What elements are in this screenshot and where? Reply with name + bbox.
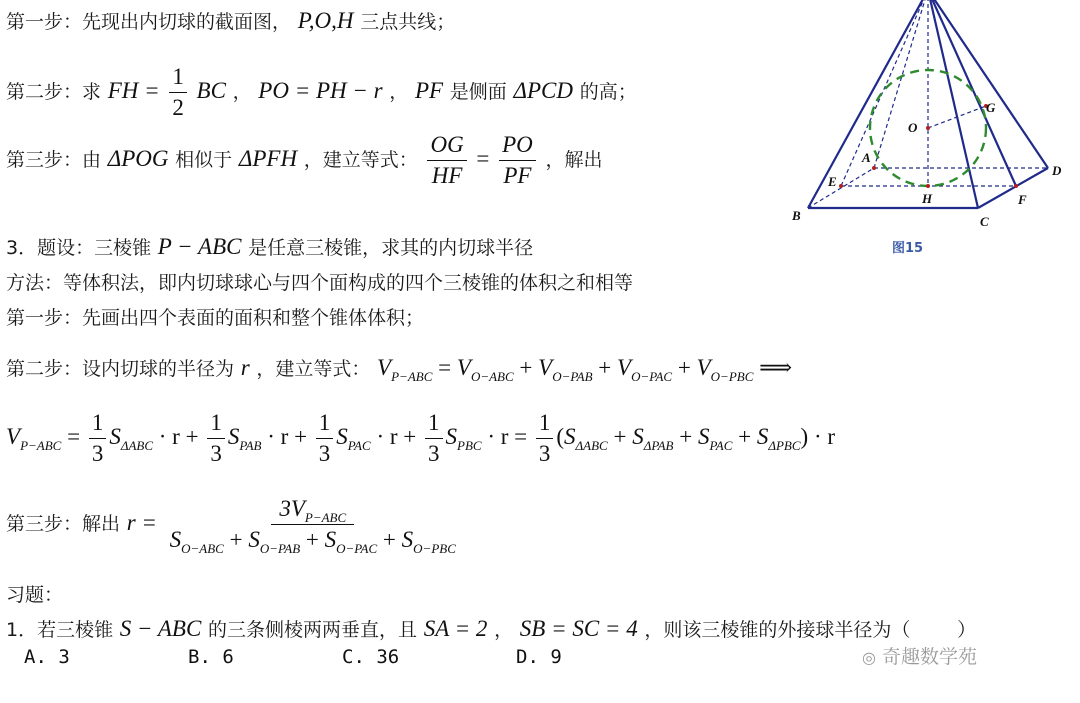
bigeq-pterm-2 xyxy=(697,424,733,453)
step3-fraction-1 xyxy=(427,130,466,191)
method-line: 方法：等体积法，即内切球球心与四个面构成的四个三棱锥的体积之和相等 xyxy=(6,272,634,294)
eq-term-v: V xyxy=(617,355,632,380)
s3-step3 xyxy=(6,494,462,555)
bigeq-vsub: P−ABC xyxy=(20,438,62,453)
area-s: S xyxy=(632,424,644,449)
q1-prefix: 1．若三棱锥 xyxy=(6,619,114,641)
question-1 xyxy=(6,616,976,643)
pyramid-figure xyxy=(780,0,1070,262)
den-term-3 xyxy=(401,527,456,556)
one-third xyxy=(316,408,334,469)
step3-prefix: 第三步：由 xyxy=(6,149,102,171)
sec3-math: P − ABC xyxy=(157,234,242,259)
area-s: S xyxy=(336,424,348,449)
s3-step2-mid: ，建立等式： xyxy=(256,358,371,380)
step2-suffix: 的高； xyxy=(579,81,637,103)
q1-m2: SA = 2 xyxy=(423,616,488,641)
label-f: F xyxy=(1018,192,1027,207)
point-e xyxy=(839,184,843,188)
area-sub: ΔPAB xyxy=(643,438,674,453)
den-term-0 xyxy=(169,527,224,556)
wechat-icon: ◎ xyxy=(862,648,876,667)
step1-line xyxy=(6,8,455,35)
point-o xyxy=(926,126,930,130)
one-third xyxy=(207,408,225,469)
bigeq-dot-r: · r xyxy=(370,424,398,449)
area-sub: ΔABC xyxy=(120,438,154,453)
den-sub: O−ABC xyxy=(181,541,224,556)
area-s: S xyxy=(756,424,769,449)
one-third-den: 3 xyxy=(428,441,440,466)
area-s: S xyxy=(445,424,457,449)
eq-term-2 xyxy=(538,355,593,384)
step1-prefix: 第一步：先现出内切球的截面图， xyxy=(6,11,292,33)
step3-mid: 相似于 xyxy=(175,149,233,171)
step3-tri2: ΔPFH xyxy=(238,146,298,171)
option-c: C. 36 xyxy=(342,646,400,668)
eq-term-v: V xyxy=(696,355,711,380)
step2-po-eq: PO = PH − r xyxy=(258,78,383,103)
s3-step3-num xyxy=(271,494,354,525)
eq-op: + xyxy=(672,355,697,380)
area-s: S xyxy=(227,424,240,449)
step2-mid: 是侧面 xyxy=(449,81,507,103)
step2-pf: PF xyxy=(415,78,444,103)
one-third xyxy=(536,408,554,469)
s3-step3-prefix: 第三步：解出 xyxy=(6,513,121,535)
bigeq-eq2: = xyxy=(508,424,533,449)
den-s: S xyxy=(324,527,337,552)
eq-term-sub: O−PAB xyxy=(552,369,593,384)
one-third-num: 1 xyxy=(89,408,107,439)
point-f xyxy=(1014,184,1018,188)
exercises-title: 习题： xyxy=(6,584,64,606)
step3-f2-num: PO xyxy=(499,130,536,161)
one-third xyxy=(425,408,443,469)
one-third-den: 3 xyxy=(318,441,331,466)
eq-term-3 xyxy=(617,355,673,384)
edge-pc xyxy=(928,0,978,208)
bigeq-term-2 xyxy=(336,424,371,453)
watermark xyxy=(862,642,977,669)
eq-op: ⟹ xyxy=(753,355,793,380)
eq-term-0 xyxy=(377,355,433,384)
eq-term-sub: O−ABC xyxy=(470,369,514,384)
label-a: A xyxy=(862,150,871,165)
figure-caption: 图15 xyxy=(892,241,924,256)
edge-pf xyxy=(928,0,1016,186)
one-third-den: 3 xyxy=(538,441,551,466)
s3-step1: 第一步：先画出四个表面的面积和整个锥体体积； xyxy=(6,307,425,329)
area-sub: ΔPBC xyxy=(768,438,801,453)
step2-lhs: FH = xyxy=(107,78,160,103)
label-o: O xyxy=(908,120,918,135)
area-sub: ΔABC xyxy=(575,438,608,453)
bigeq-plus: + xyxy=(397,424,422,449)
bigeq-dot-r: · r xyxy=(153,424,180,449)
area-sub: PBC xyxy=(457,438,482,453)
s3-step2-equation xyxy=(377,355,793,384)
q1-m1: S − ABC xyxy=(119,616,202,641)
step3-fraction-2 xyxy=(499,130,536,191)
step1-suffix: 三点共线； xyxy=(360,11,456,33)
bigeq-pterm-3 xyxy=(756,424,801,453)
eq-op: + xyxy=(592,355,617,380)
step2-prefix: 第二步：求 xyxy=(6,81,102,103)
s3-step3-fraction xyxy=(167,494,459,555)
s3-step2-r: r xyxy=(240,355,250,380)
step3-f1-num: OG xyxy=(427,130,466,161)
den-plus: + xyxy=(223,527,249,552)
eq-term-v: V xyxy=(456,355,471,380)
one-third-den: 3 xyxy=(91,441,104,466)
s3-step3-den xyxy=(167,525,459,555)
bigeq-plus: + xyxy=(732,424,757,449)
eq-term-sub: O−PBC xyxy=(710,369,754,384)
den-sub: O−PAB xyxy=(259,541,301,556)
bigeq-pterm-1 xyxy=(632,424,674,453)
eq-op: + xyxy=(513,355,539,380)
den-plus: + xyxy=(377,527,402,552)
step2-bc: BC xyxy=(196,78,226,103)
step3-f2-den: PF xyxy=(503,163,532,188)
step3-tri1: ΔPOG xyxy=(107,146,169,171)
s3-step3-r: r = xyxy=(126,510,157,535)
one-third xyxy=(89,408,107,469)
q1-t4: ） xyxy=(957,619,977,641)
bigeq-dot-r: · r xyxy=(261,424,289,449)
bigeq-plus: + xyxy=(607,424,633,449)
bigeq-term-3 xyxy=(445,424,482,453)
label-c: C xyxy=(980,214,989,229)
step3-suffix: ，解出 xyxy=(545,149,603,171)
bigeq-dot-r: · r xyxy=(481,424,509,449)
sec3-prefix: 3．题设：三棱锥 xyxy=(6,237,152,259)
point-a xyxy=(872,166,876,170)
one-third-num: 1 xyxy=(536,408,554,439)
option-d: D. 9 xyxy=(516,646,562,668)
den-sub: O−PAC xyxy=(336,541,378,556)
label-g: G xyxy=(986,100,996,115)
label-b: B xyxy=(792,208,801,223)
area-s: S xyxy=(564,424,576,449)
label-e: E xyxy=(828,174,837,189)
area-sub: PAB xyxy=(239,438,262,453)
s3-step3-num-sub: P−ABC xyxy=(304,510,347,525)
eq-term-v: V xyxy=(538,355,553,380)
den-sub: O−PBC xyxy=(413,541,456,556)
s3-step2-prefix: 第二步：设内切球的半径为 xyxy=(6,358,235,380)
one-third-num: 1 xyxy=(207,408,225,439)
bigeq-plus: + xyxy=(179,424,205,449)
bigeq-plus: + xyxy=(288,424,313,449)
q1-m3: SB = SC = 4 xyxy=(519,616,638,641)
option-b: B. 6 xyxy=(188,646,234,668)
bigeq-eq: = xyxy=(61,424,86,449)
den-s: S xyxy=(401,527,414,552)
eq-term-1 xyxy=(456,355,514,384)
den-plus: + xyxy=(300,527,325,552)
step3-mid2: ，建立等式： xyxy=(303,149,418,171)
eq-term-sub: O−PAC xyxy=(631,369,673,384)
step2-frac-num: 1 xyxy=(169,62,187,93)
step3-f1-den: HF xyxy=(431,163,463,188)
area-sub: PAC xyxy=(709,438,733,453)
step3-eq: = xyxy=(476,146,490,171)
edge-pd xyxy=(928,0,1048,168)
step2-sep1: ， xyxy=(232,81,252,103)
den-s: S xyxy=(169,527,182,552)
label-h: H xyxy=(922,191,933,206)
area-s: S xyxy=(697,424,710,449)
label-d: D xyxy=(1052,163,1062,178)
bigeq-plus: + xyxy=(673,424,698,449)
step1-math: P,O,H xyxy=(297,8,354,33)
bigeq-term-0 xyxy=(109,424,154,453)
step2-frac-den: 2 xyxy=(172,95,184,120)
step2-line xyxy=(6,62,637,123)
bigeq-lparen: ( xyxy=(556,424,565,449)
step2-fraction xyxy=(169,62,187,123)
one-third-num: 1 xyxy=(316,408,334,439)
den-term-1 xyxy=(248,527,301,556)
q1-t3: ，则该三棱锥的外接球半径为（ xyxy=(644,619,911,641)
sec3-suffix: 是任意三棱锥，求其的内切球半径 xyxy=(248,237,534,259)
bigeq-tail: · r xyxy=(808,424,836,449)
den-s: S xyxy=(248,527,260,552)
q1-t2: ， xyxy=(494,619,514,641)
sec3-title xyxy=(6,234,533,261)
one-third-num: 1 xyxy=(425,408,443,439)
eq-op: = xyxy=(432,355,457,380)
step2-sep2: ， xyxy=(389,81,409,103)
s3-step3-num-v: 3V xyxy=(279,496,305,521)
area-sub: PAC xyxy=(347,438,371,453)
point-h xyxy=(926,184,930,188)
segment-og xyxy=(928,106,986,128)
volume-equation xyxy=(6,408,835,469)
edge-pa xyxy=(874,0,928,168)
edge-pe xyxy=(841,0,928,186)
eq-term-v: V xyxy=(377,355,392,380)
option-a: A. 3 xyxy=(24,646,70,668)
step3-line xyxy=(6,130,602,191)
den-term-2 xyxy=(324,527,378,556)
bigeq-rparen: ) xyxy=(800,424,809,449)
eq-term-sub: P−ABC xyxy=(391,369,433,384)
s3-step2 xyxy=(6,355,792,382)
watermark-text: 奇趣数学苑 xyxy=(882,646,978,668)
eq-term-4 xyxy=(696,355,754,384)
bigeq-v: V xyxy=(6,424,21,449)
bigeq-lhs xyxy=(6,424,62,453)
area-s: S xyxy=(109,424,121,449)
one-third-den: 3 xyxy=(210,441,222,466)
bigeq-pterm-0 xyxy=(564,424,608,453)
step2-tri: ΔPCD xyxy=(513,78,573,103)
bigeq-term-1 xyxy=(227,424,262,453)
q1-t1: 的三条侧棱两两垂直，且 xyxy=(208,619,418,641)
edge-cd xyxy=(978,168,1048,208)
